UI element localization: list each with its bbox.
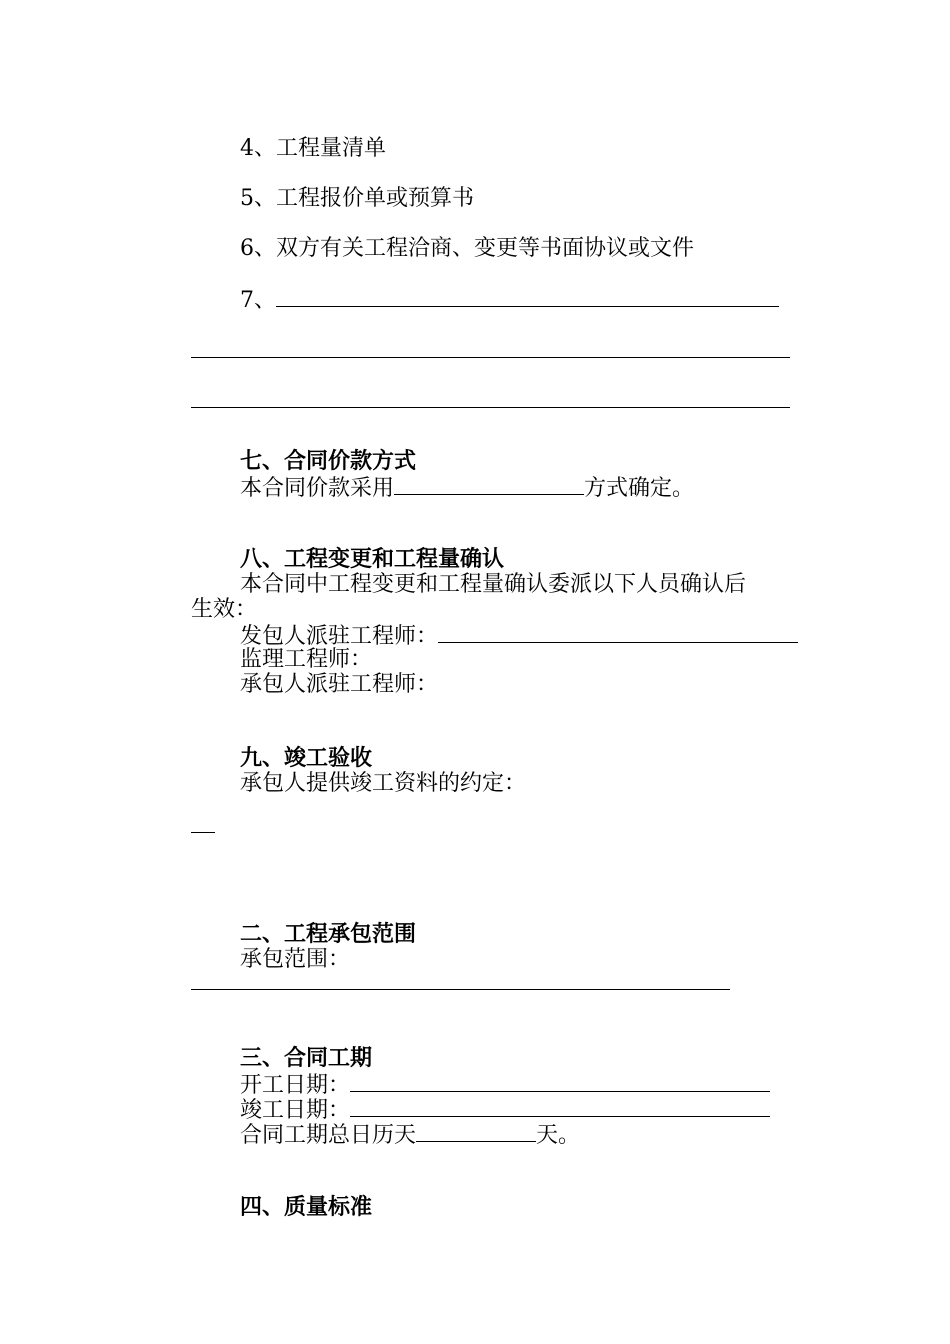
start-date-blank (350, 1071, 770, 1092)
employer-engineer-field (240, 622, 798, 650)
section-7-text (240, 474, 694, 502)
total-days-blank (416, 1121, 536, 1142)
employer-engineer-blank (438, 622, 798, 643)
section-4-heading: 四、质量标准 (240, 1194, 373, 1220)
section-9-heading: 九、竣工验收 (240, 745, 373, 771)
start-date-label: 开工日期： (240, 1073, 351, 1098)
list-item-6: 6、双方有关工程洽商、变更等书面协议或文件 (240, 236, 694, 261)
section-8-text-line1: 本合同中工程变更和工程量确认委派以下人员确认后 (240, 572, 747, 597)
section-2-heading: 二、工程承包范围 (240, 921, 417, 947)
end-date-label: 竣工日期： (240, 1098, 351, 1123)
supervisor-label: 监理工程师： (240, 647, 373, 672)
list-item-7-blank (276, 286, 779, 307)
blank-line (191, 357, 790, 358)
end-date-blank (350, 1096, 770, 1117)
section-2-text: 承包范围： (240, 947, 351, 972)
section-8-text-line2: 生效： (191, 597, 258, 622)
list-item-7-label: 7、 (240, 288, 276, 313)
section-3-heading: 三、合同工期 (240, 1045, 373, 1071)
list-item-7 (240, 286, 779, 314)
section-7-heading: 七、合同价款方式 (240, 448, 417, 474)
scope-blank-line (191, 989, 730, 990)
blank-line (191, 407, 790, 408)
blank-line-short (191, 832, 215, 833)
section-9-text: 承包人提供竣工资料的约定： (240, 771, 527, 796)
price-method-label: 本合同价款采用 (240, 476, 395, 501)
total-days-suffix: 天。 (536, 1123, 581, 1148)
price-method-blank (394, 474, 584, 495)
section-8-heading: 八、工程变更和工程量确认 (240, 546, 505, 572)
total-days-label: 合同工期总日历天 (240, 1123, 417, 1148)
list-item-5: 5、工程报价单或预算书 (240, 186, 474, 211)
start-date-field (240, 1071, 770, 1099)
contractor-engineer-label: 承包人派驻工程师： (240, 672, 439, 697)
price-method-suffix: 方式确定。 (584, 476, 695, 501)
list-item-4: 4、工程量清单 (240, 136, 386, 161)
total-days-field (240, 1121, 580, 1149)
end-date-field (240, 1096, 770, 1124)
employer-engineer-label: 发包人派驻工程师： (240, 624, 439, 649)
